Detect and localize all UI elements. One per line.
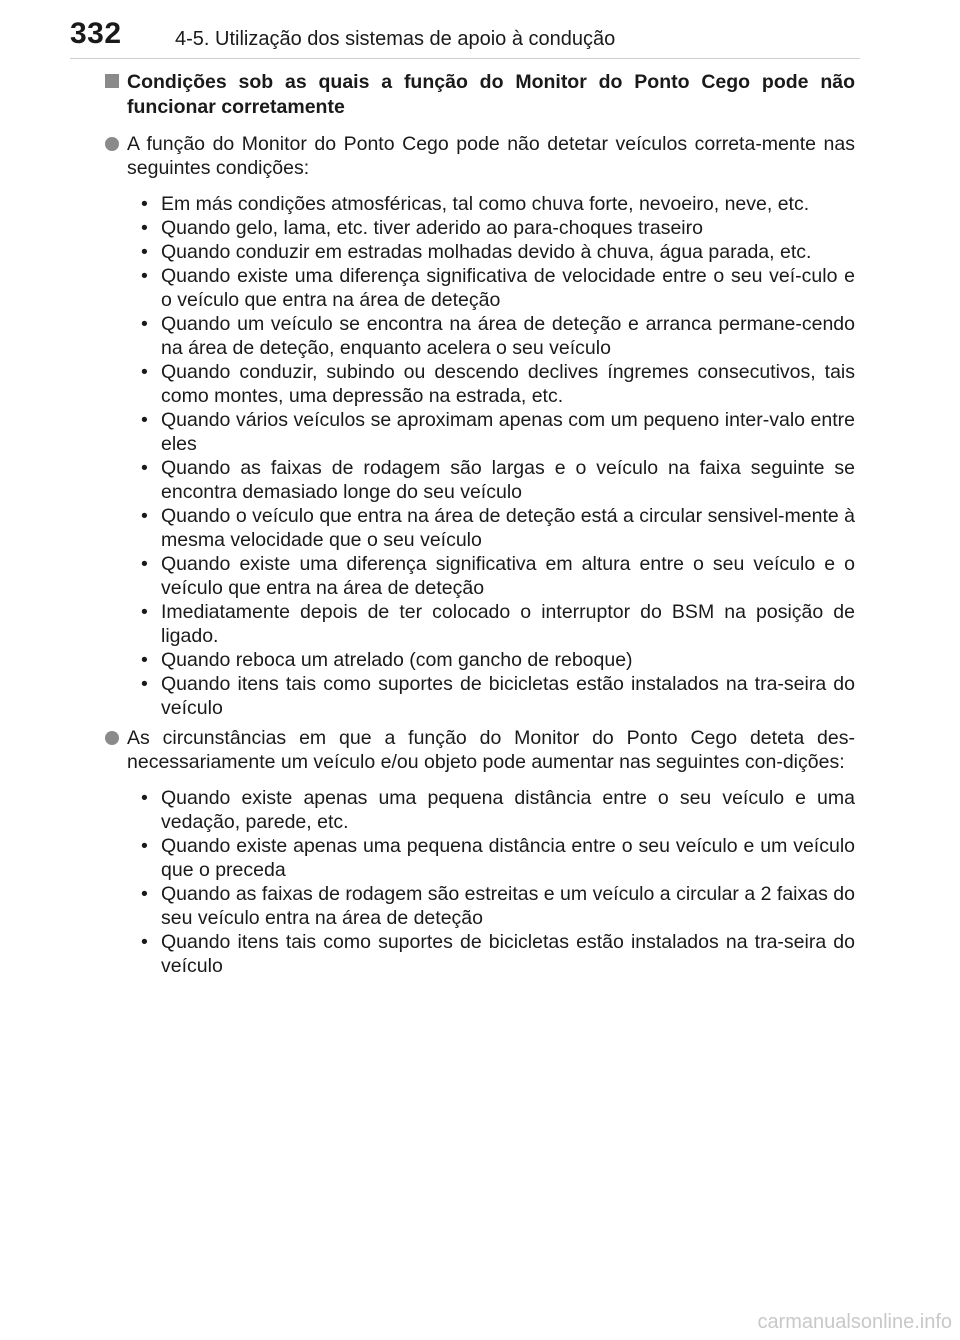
list-item: • Quando existe uma diferença significativa de velocidade entre o seu veí-culo e o veículo que entra na área de deteção xyxy=(141,265,855,311)
paragraph-1-text: A função do Monitor do Ponto Cego pode não detetar veículos correta-mente nas seguintes condições: xyxy=(127,133,855,179)
circle-bullet-icon xyxy=(105,137,119,151)
list-item: • Quando um veículo se encontra na área de deteção e arranca permane-cendo na área de deteção, enquanto acelera o seu veículo xyxy=(141,313,855,359)
condition-paragraph-1 xyxy=(105,132,855,180)
subsection-heading xyxy=(105,70,855,120)
bullet-icon: • xyxy=(141,649,148,671)
bullet-icon: • xyxy=(141,457,148,479)
condition-list-1 xyxy=(105,192,855,720)
list-item: • Quando reboca um atrelado (com gancho de reboque) xyxy=(141,649,633,671)
bullet-icon: • xyxy=(141,313,148,335)
condition-list-2 xyxy=(105,786,855,978)
bullet-icon: • xyxy=(141,835,148,857)
bullet-icon: • xyxy=(141,241,148,263)
bullet-icon: • xyxy=(141,883,148,905)
list-item: • Quando existe apenas uma pequena distância entre o seu veículo e uma vedação, parede, etc. xyxy=(141,787,855,833)
section-title: 4-5. Utilização dos sistemas de apoio à condução xyxy=(175,28,616,50)
bullet-icon: • xyxy=(141,673,148,695)
list-item: • Quando conduzir, subindo ou descendo declives íngremes consecutivos, tais como montes, uma depressão na estrada, etc. xyxy=(141,361,855,407)
bullet-icon: • xyxy=(141,265,148,287)
watermark-link[interactable]: carmanualsonline.info xyxy=(757,1311,952,1333)
page-number: 332 xyxy=(70,17,122,50)
bullet-icon: • xyxy=(141,193,148,215)
list-item: • Quando gelo, lama, etc. tiver aderido ao para-choques traseiro xyxy=(141,217,703,239)
bullet-icon: • xyxy=(141,601,148,623)
bullet-icon: • xyxy=(141,217,148,239)
page-content xyxy=(105,70,855,984)
condition-paragraph-2 xyxy=(105,726,855,774)
list-item: • Em más condições atmosféricas, tal como chuva forte, nevoeiro, neve, etc. xyxy=(141,193,810,215)
list-item: • Quando conduzir em estradas molhadas devido à chuva, água parada, etc. xyxy=(141,241,812,263)
bullet-icon: • xyxy=(141,553,148,575)
list-item: • Quando itens tais como suportes de bicicletas estão instalados na tra-seira do veículo xyxy=(141,673,855,719)
bullet-icon: • xyxy=(141,787,148,809)
paragraph-2-text: As circunstâncias em que a função do Monitor do Ponto Cego deteta des-necessariamente um veículo e/ou objeto pode aumentar nas seguintes con-dições: xyxy=(127,727,855,773)
bullet-icon: • xyxy=(141,409,148,431)
bullet-icon: • xyxy=(141,505,148,527)
list-item: • Quando itens tais como suportes de bicicletas estão instalados na tra-seira do veículo xyxy=(141,931,855,977)
list-item: • Quando as faixas de rodagem são largas e o veículo na faixa seguinte se encontra demasiado longe do seu veículo xyxy=(141,457,855,503)
list-item: • Quando existe uma diferença significativa em altura entre o seu veículo e o veículo que entra na área de deteção xyxy=(141,553,855,599)
circle-bullet-icon xyxy=(105,731,119,745)
list-item: • Quando vários veículos se aproximam apenas com um pequeno inter-valo entre eles xyxy=(141,409,855,455)
list-item: • Quando o veículo que entra na área de deteção está a circular sensivel-mente à mesma velocidade que o seu veículo xyxy=(141,505,855,551)
bullet-icon: • xyxy=(141,361,148,383)
bullet-icon: • xyxy=(141,931,148,953)
header-rule xyxy=(70,58,860,59)
list-item: • Imediatamente depois de ter colocado o interruptor do BSM na posição de ligado. xyxy=(141,601,855,647)
subsection-heading-text: Condições sob as quais a função do Monitor do Ponto Cego pode não funcionar corretamente xyxy=(127,71,855,118)
list-item: • Quando as faixas de rodagem são estreitas e um veículo a circular a 2 faixas do seu veículo entra na área de deteção xyxy=(141,883,855,929)
square-marker-icon xyxy=(105,74,119,88)
list-item: • Quando existe apenas uma pequena distância entre o seu veículo e um veículo que o preceda xyxy=(141,835,855,881)
